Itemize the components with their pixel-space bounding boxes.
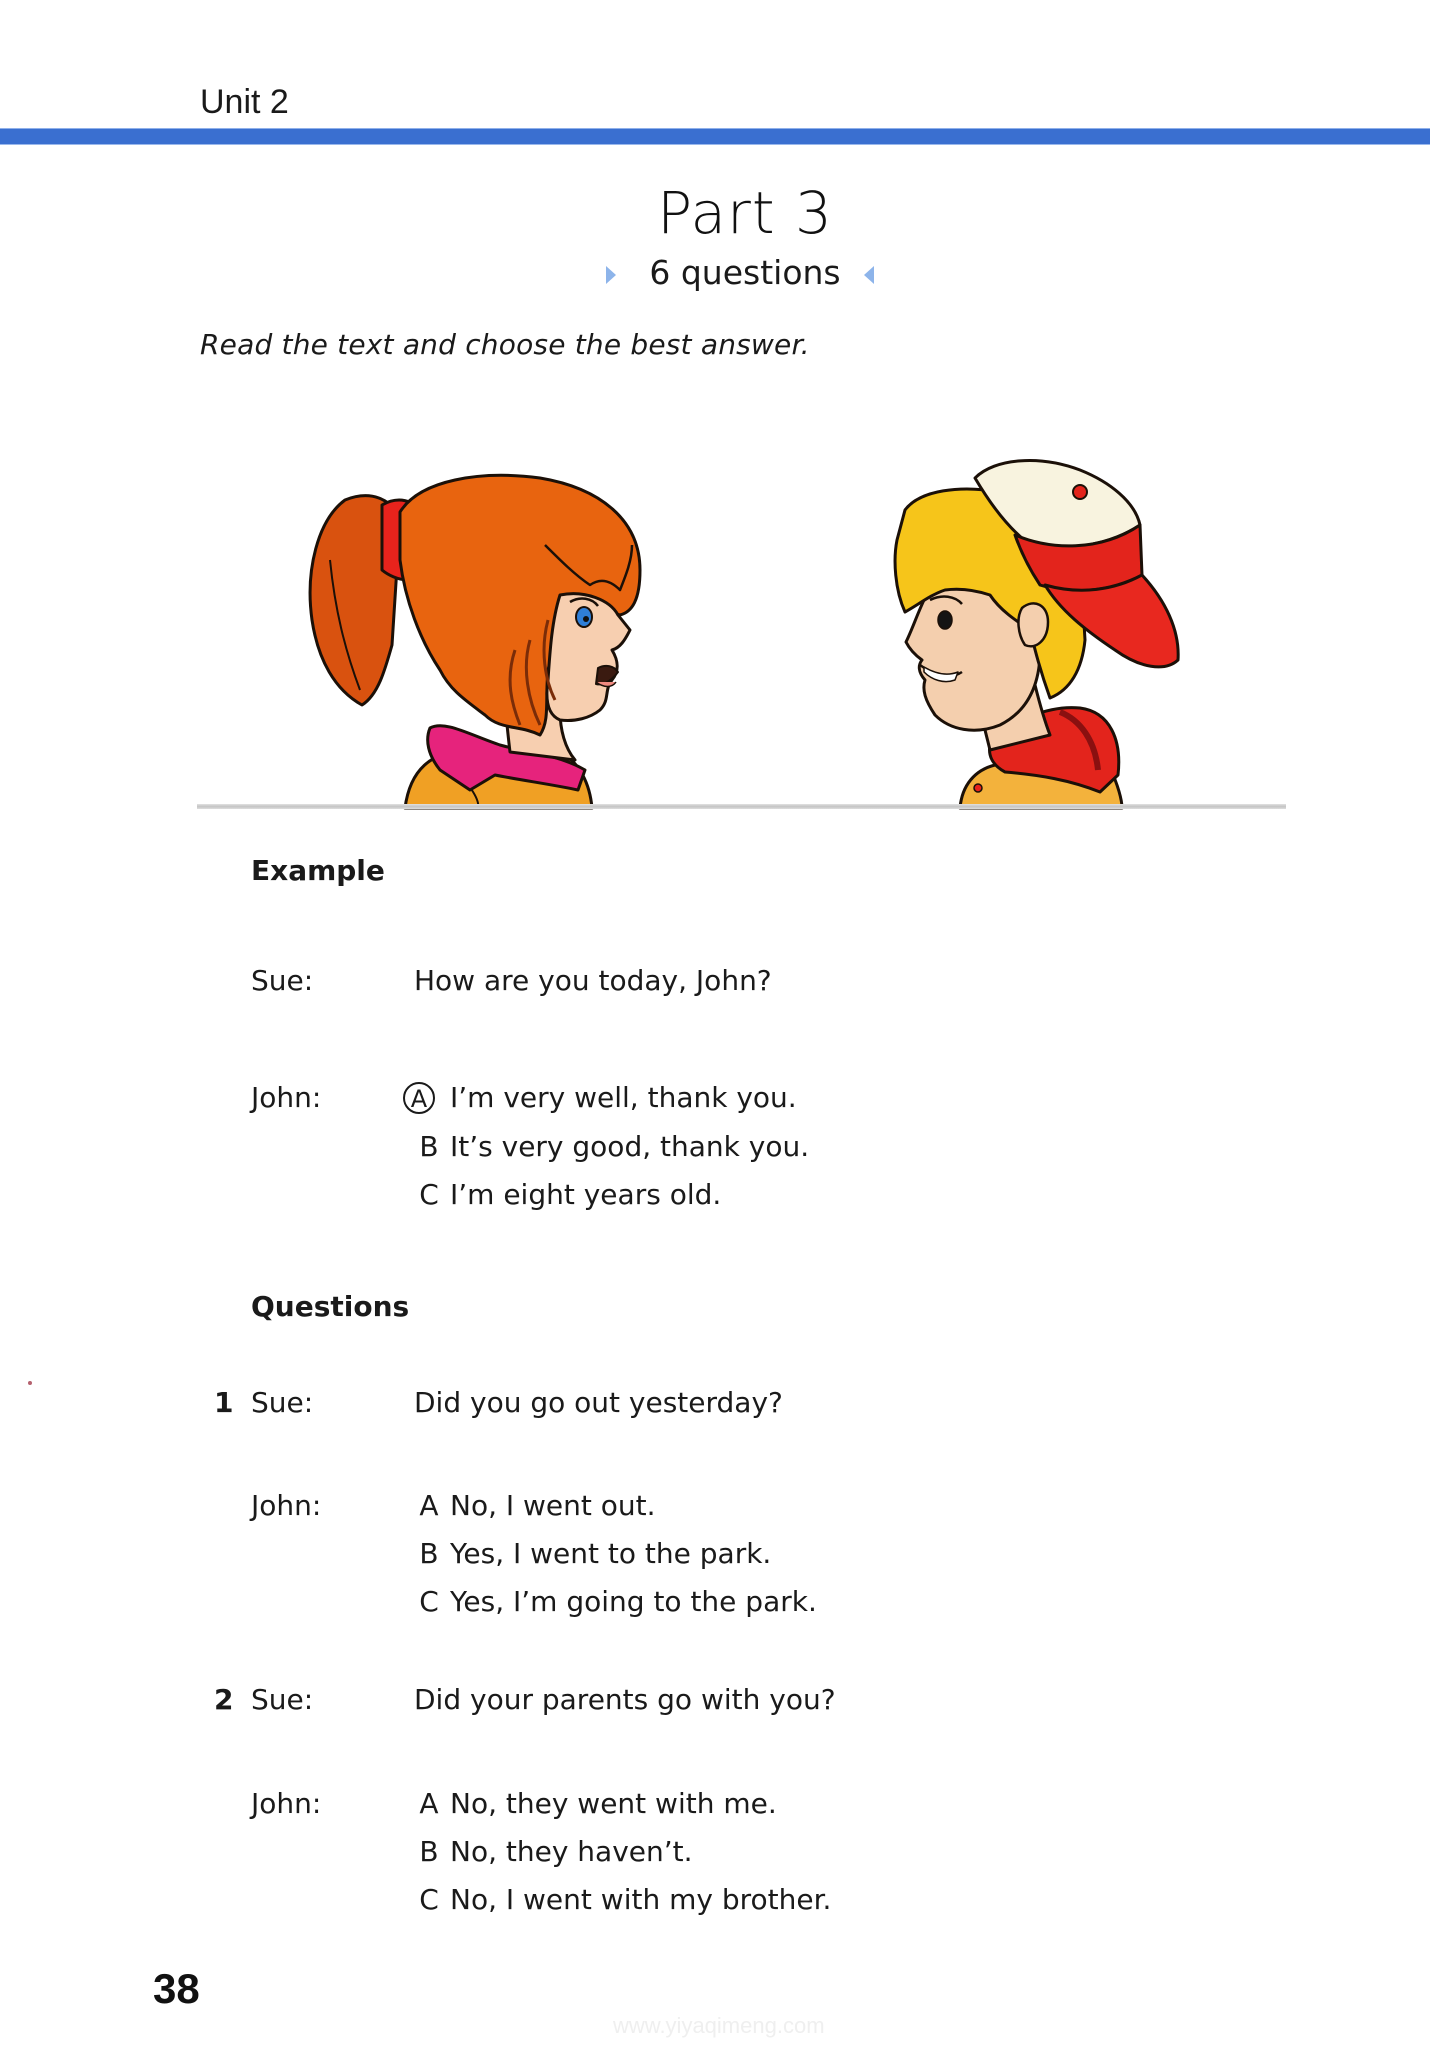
unit-label: Unit 2 — [200, 83, 289, 121]
example-option-b-letter: B — [419, 1130, 439, 1163]
example-option-a-text: I’m very well, thank you. — [450, 1081, 797, 1114]
scan-artifact-dot — [28, 1381, 32, 1385]
question-1-prompt-speaker: Sue: — [251, 1386, 314, 1419]
question-1-option-b-letter[interactable]: B — [419, 1537, 439, 1570]
question-2-option-a-letter[interactable]: A — [419, 1787, 439, 1820]
question-1-option-a-letter[interactable]: A — [419, 1489, 439, 1522]
example-response-speaker: John: — [251, 1081, 322, 1114]
question-2-response-speaker: John: — [251, 1787, 322, 1820]
watermark: www.yiyaqimeng.com — [613, 2013, 825, 2038]
page-number: 38 — [153, 1965, 200, 2012]
example-option-c-letter: C — [419, 1178, 439, 1211]
example-prompt-text: How are you today, John? — [414, 964, 772, 997]
question-2-option-a-text[interactable]: No, they went with me. — [450, 1787, 777, 1820]
illustration-sue-and-john — [0, 430, 1430, 830]
triangle-left-icon — [864, 266, 874, 284]
question-1-response-speaker: John: — [251, 1489, 322, 1522]
example-prompt-speaker: Sue: — [251, 964, 314, 997]
question-1-option-c-letter[interactable]: C — [419, 1585, 439, 1618]
question-2-option-b-text[interactable]: No, they haven’t. — [450, 1835, 693, 1868]
girl-sue-figure — [310, 475, 640, 808]
illustration-baseline-divider — [197, 804, 1286, 809]
instruction-text: Read the text and choose the best answer. — [200, 328, 810, 361]
question-2-prompt-text: Did your parents go with you? — [414, 1683, 836, 1716]
question-1-prompt-text: Did you go out yesterday? — [414, 1386, 783, 1419]
example-option-b-text: It’s very good, thank you. — [450, 1130, 810, 1163]
questions-heading: Questions — [251, 1290, 410, 1323]
question-2-option-c-text[interactable]: No, I went with my brother. — [450, 1883, 832, 1916]
header-divider-band — [0, 128, 1430, 145]
question-count: 6 questions — [649, 253, 841, 292]
question-1-option-c-text[interactable]: Yes, I’m going to the park. — [450, 1585, 817, 1618]
question-1-option-a-text[interactable]: No, I went out. — [450, 1489, 656, 1522]
example-option-c-text: I’m eight years old. — [450, 1178, 722, 1211]
part-title: Part 3 — [657, 179, 833, 247]
question-1-number: 1 — [214, 1386, 234, 1419]
question-2-option-c-letter[interactable]: C — [419, 1883, 439, 1916]
example-option-a-circled: A — [403, 1082, 435, 1114]
question-2-prompt-speaker: Sue: — [251, 1683, 314, 1716]
question-1-option-b-text[interactable]: Yes, I went to the park. — [450, 1537, 772, 1570]
boy-john-figure — [895, 461, 1178, 808]
example-heading: Example — [251, 854, 385, 887]
question-2-option-b-letter[interactable]: B — [419, 1835, 439, 1868]
question-2-number: 2 — [214, 1683, 234, 1716]
